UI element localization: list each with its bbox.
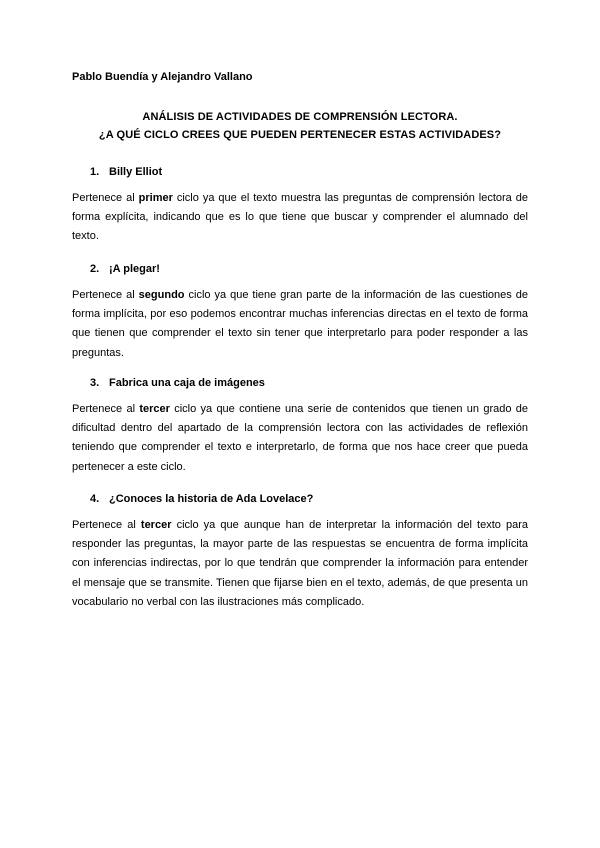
section-caja-de-imagenes [72,377,528,477]
section-paragraph [72,400,528,477]
section-title: ¿Conoces la historia de Ada Lovelace? [109,493,314,505]
section-number: 1. [90,166,100,178]
section-title: Billy Elliot [109,166,163,178]
section-a-plegar [72,263,528,363]
section-billy-elliot [72,166,528,247]
section-heading [90,166,528,182]
section-number: 2. [90,263,100,275]
section-number: 4. [90,493,100,505]
paragraph-lead: Pertenece al [72,403,140,415]
section-number: 3. [90,377,100,389]
cycle-name: segundo [138,289,185,301]
section-ada-lovelace [72,493,528,612]
section-heading [90,377,528,393]
cycle-name: primer [138,192,173,204]
paragraph-body: ciclo ya que aunque han de interpretar la información del texto para responder las preguntas, la mayor parte de las respuestas se encuentra de forma implícita con inferencias indirectas, por lo que tendrán que comprender la información para entender el mensaje que se transmite. Tienen que fijarse bien en el texto, además, de que presenta un vocabulario no verbal con las ilustraciones más complicado. [72,519,528,608]
paragraph-lead: Pertenece al [72,192,139,204]
authors: Pablo Buendía y Alejandro Vallano [72,71,253,83]
paragraph-body: ciclo ya que contiene una serie de contenidos que tienen un grado de dificultad dentro del apartado de la comprensión lectora con las actividades de reflexión teniendo que comprender el texto e interpretarlo, de forma que nos hace creer que pueda pertenecer a este ciclo. [72,403,529,473]
document-title-line-2: ¿A QUÉ CICLO CREES QUE PUEDEN PERTENECER ESTAS ACTIVIDADES? [98,129,502,141]
section-paragraph [72,286,528,363]
paragraph-lead: Pertenece al [72,519,141,531]
cycle-name: tercer [139,403,170,415]
section-heading [90,493,528,509]
section-title: ¡A plegar! [109,263,160,275]
section-paragraph [72,516,528,612]
paragraph-body: ciclo ya que tiene gran parte de la información de las cuestiones de forma implícita, por eso podemos encontrar muchas inferencias directas en el texto de forma que tienen que comprender el texto sin tener que interpretarlo para poder responder a las preguntas. [72,289,528,359]
paragraph-body: ciclo ya que el texto muestra las preguntas de comprensión lectora de forma explícita, indicando que es lo que tiene que buscar y comprender el alumnado del texto. [72,192,528,243]
document-title-line-1: ANÁLISIS DE ACTIVIDADES DE COMPRENSIÓN LECTORA. [142,111,458,123]
paragraph-lead: Pertenece al [72,289,139,301]
section-heading [90,263,528,279]
cycle-name: tercer [140,519,172,531]
section-paragraph [72,189,528,247]
section-title: Fabrica una caja de imágenes [109,377,265,389]
